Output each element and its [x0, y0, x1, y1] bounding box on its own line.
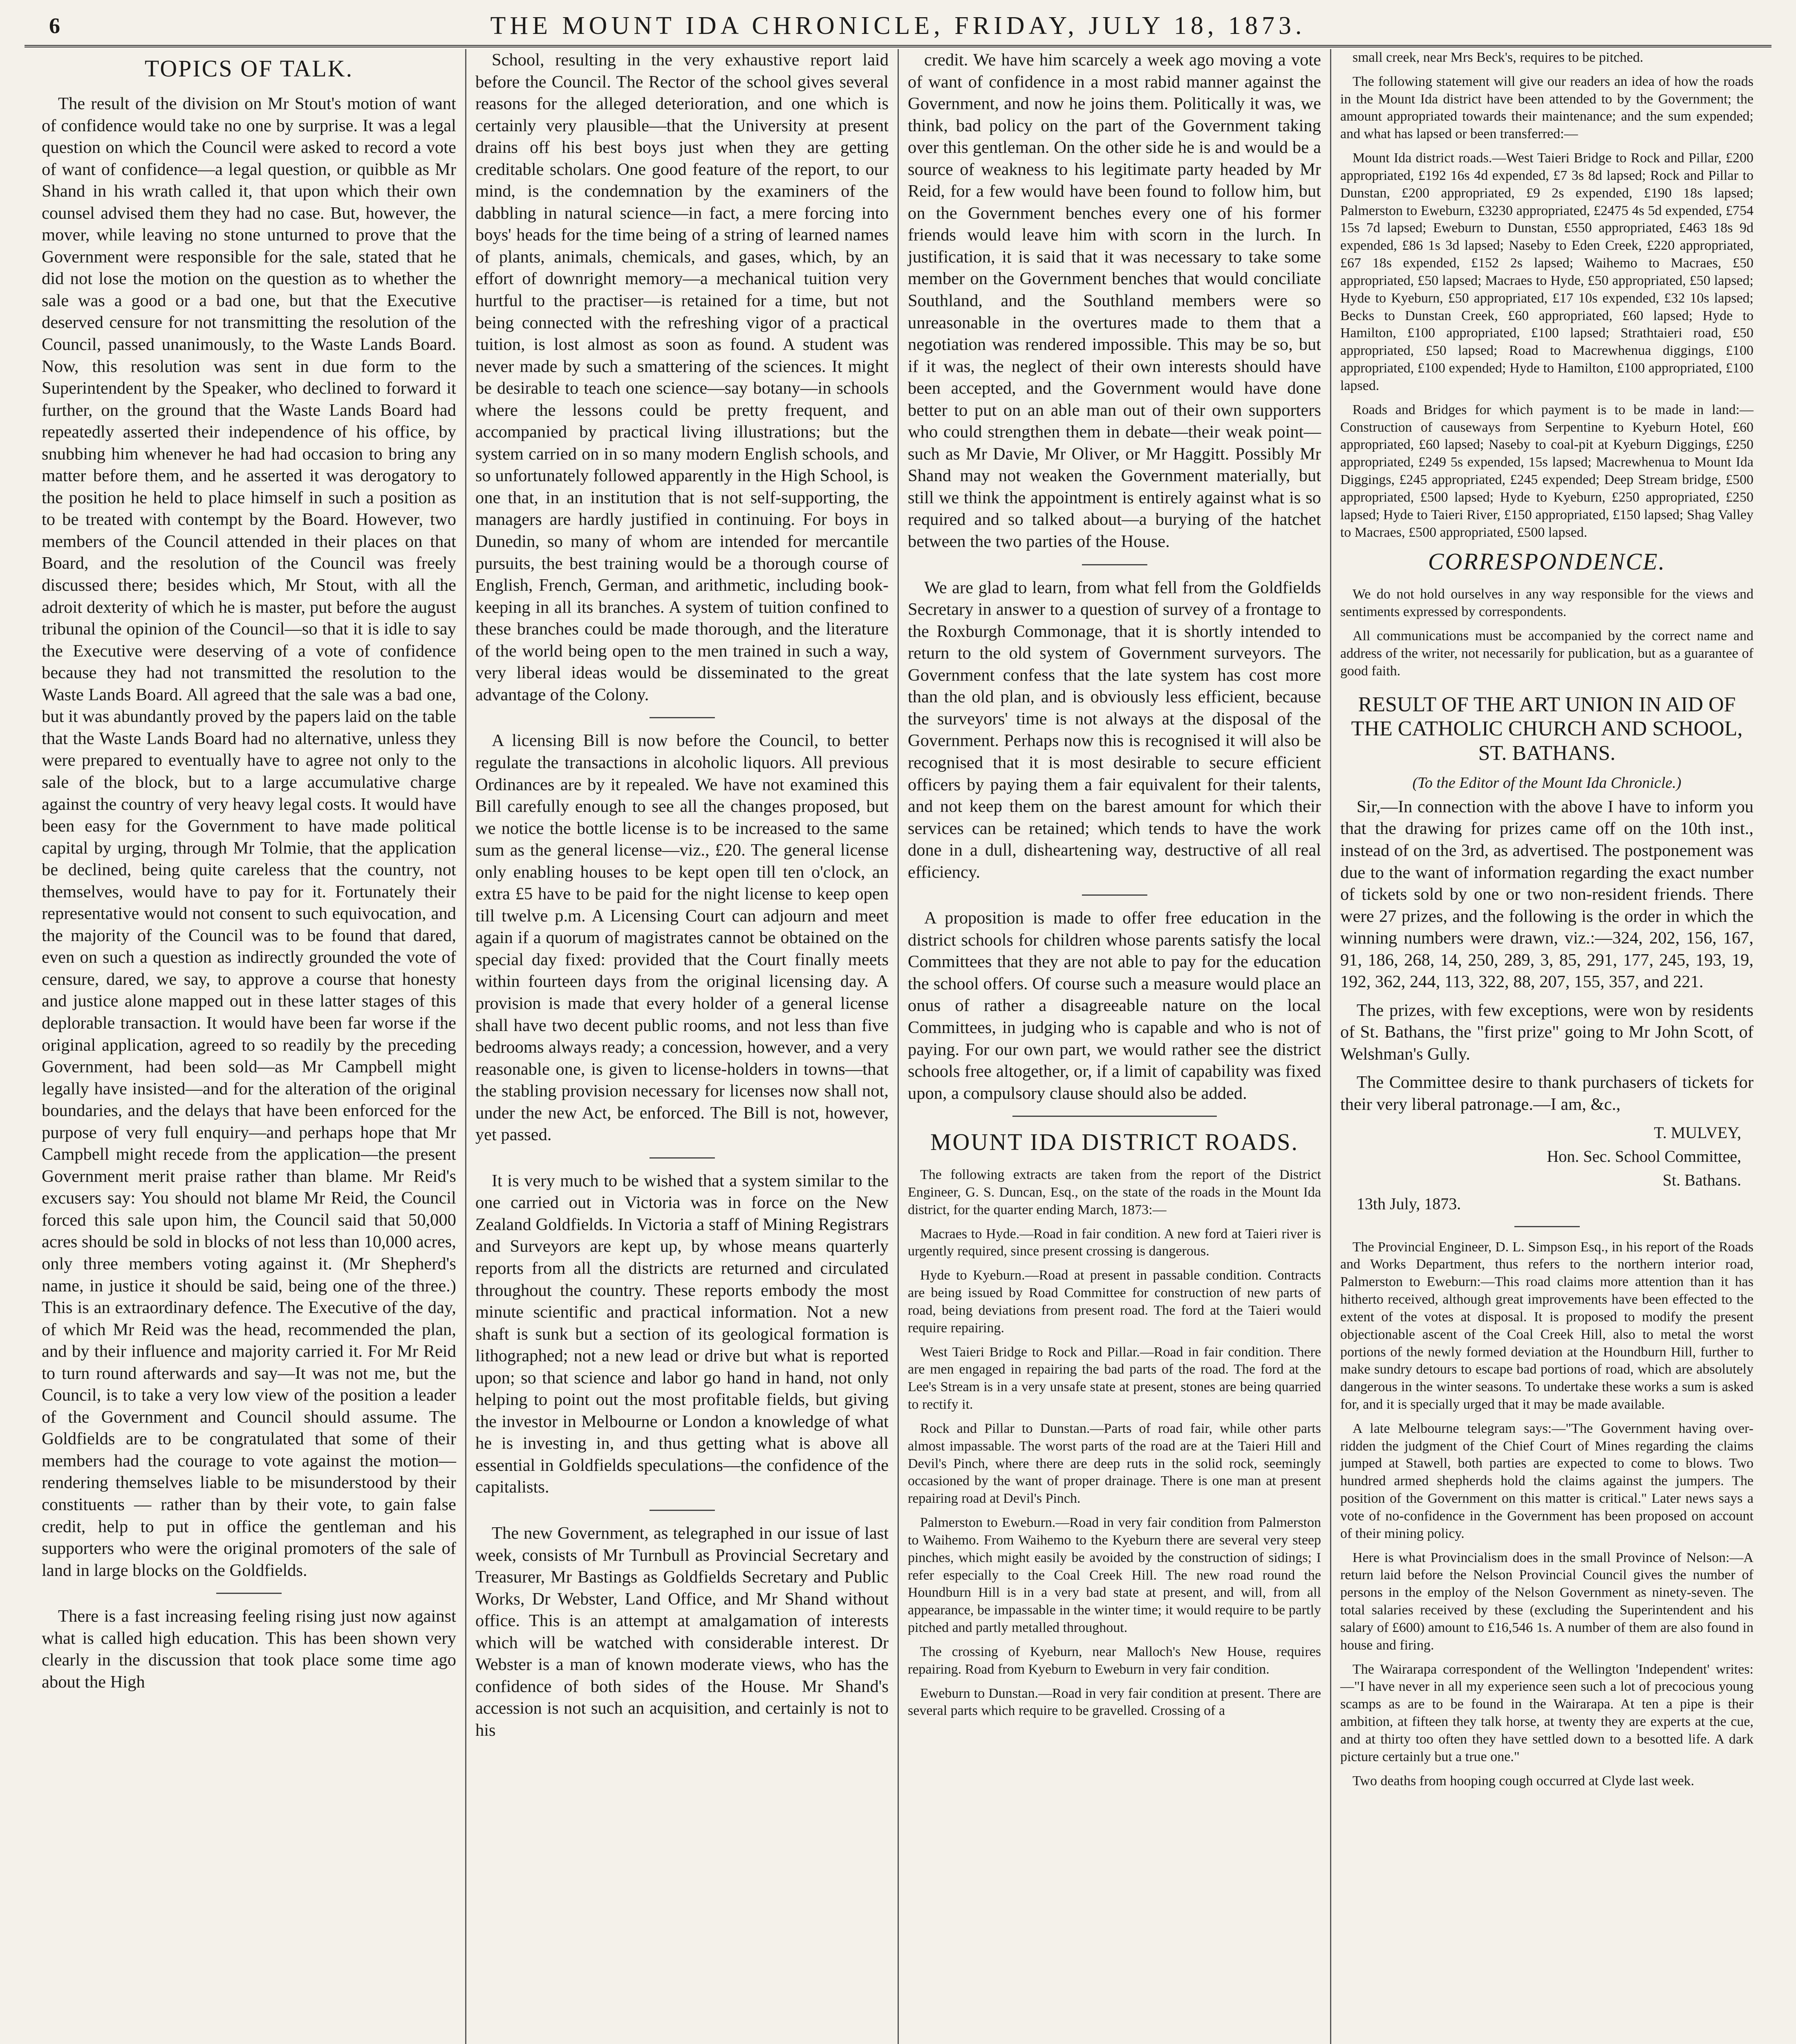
signature-place: St. Bathans. [1662, 1170, 1741, 1189]
article-paragraph: School, resulting in the very exhaustive report laid before the Council. The Rector of the school gives several reasons for the alleged deterioration, and one which is certainly very plausible—that the University at present drains off his best boys just when they are getting creditable scholars. One good feature of the report, to our mind, is the condemnation by the examiners of the dabbling in natural science—in fact, a mere forcing into boys' heads for the time being of a string of learned names of plants, animals, chemicals, and gases, which, by an effort of downright memory—a mechanical tuition very hurtful to the practiser—is retained for a time, but not being connected with the refreshing vigor of a practical tuition, is lost almost as soon as found. A student was never made by such a smattering of the sciences. It might be desirable to teach one science—say botany—in schools where the lessons could be pretty frequent, and accompanied by practical living illustrations; but the system carried on in so many modern English schools, and so unfortunately followed apparently in the High School, is one that, in an institution that is not self-supporting, the managers are hardly justified in continuing. For boys in Dunedin, so many of whom are intended for mercantile pursuits, the best training would be a thorough course of English, French, German, and arithmetic, including book-keeping in all its branches. A system of tuition confined to these branches could be made thorough, and the literature of the world being open to the men trained in such a way, very liberal ideas would be disseminated to the great advantage of the Colony. [475, 50, 889, 704]
article-paragraph: We are glad to learn, from what fell from the Goldfields Secretary in answer to a question of survey of a frontage to the Roxburgh Commonage, that it is shortly intended to return to the old system of Government surveyors. The Government confess that the late system has cost more than the old plan, and is obviously less efficient, because the surveyors' time is not always at the disposal of the Government. Perhaps now this is recognised it will also be recognised that it is most desirable to secure efficient officers by paying them a fair equivalent for their talents, and not keep them on the barest amount for which their services can be retained; which tends to have the work done in a dull, disheartening way, destructive of all real efficiency. [908, 578, 1321, 882]
letter-paragraph: The Committee desire to thank purchasers of tickets for their very liberal patronage.—I am, &c., [1340, 1073, 1753, 1114]
letter-paragraph: The prizes, with few exceptions, were won by residents of St. Bathans, the "first prize" going to Mr John Scott, of Welshman's Gully. [1340, 1000, 1753, 1064]
signature-role: Hon. Sec. School Committee, [1547, 1147, 1741, 1165]
letter-title: RESULT OF THE ART UNION IN AID OF THE CATHOLIC CHURCH AND SCHOOL, ST. BATHANS. [1351, 693, 1743, 765]
report-paragraph: West Taieri Bridge to Rock and Pillar.—Road in fair condition. There are men engaged in repairing the bad parts of the road. The ford at the Lee's Stream is in a very unsafe state at present, stones are being quarried to rectify it. [908, 1344, 1321, 1412]
report-paragraph: Roads and Bridges for which payment is to be made in land:—Construction of causeways from Serpentine to Kyeburn Hotel, £60 appropriated, £60 lapsed; Naseby to coal-pit at Kyeburn Diggings, £250 appropriated, £249 5s expended, 15s lapsed; Macrewhenua to Mount Ida Diggings, £245 appropriated, £245 expended; Deep Stream bridge, £500 appropriated, £500 lapsed; Hyde to Kyeburn, £250 appropriated, £250 lapsed; Hyde to Taieri River, £150 appropriated, £150 lapsed; Shag Valley to Macraes, £500 appropriated, £500 lapsed. [1340, 402, 1753, 540]
column-2 [465, 49, 898, 2044]
column-1 [33, 49, 465, 2044]
news-paragraph: The Provincial Engineer, D. L. Simpson Esq., in his report of the Roads and Works Department, thus refers to the northern interior road, Palmerston to Eweburn:—This road claims more attention than it has hitherto received, although great improvements have been effected to the extent of the votes at disposal. It is proposed to modify the present objectionable ascent of the Coal Creek Hill, also to metal the worst portions of the newly formed deviation at the Houndburn Hill, further to make sundry detours to escape bad portions of road, which are absolutely dangerous in the winter seasons. To undertake these works a sum is asked for, and it is specially urged that it may be made available. [1340, 1239, 1753, 1412]
column-4 [1330, 49, 1762, 2044]
divider [1082, 564, 1147, 565]
report-paragraph: Hyde to Kyeburn.—Road at present in passable condition. Contracts are being issued by Road Committee for construction of new parts of road, being deviations from present road. The ford at the Taieri would require repairing. [908, 1268, 1321, 1336]
article-paragraph: A proposition is made to offer free education in the district schools for children whose parents satisfy the local Committees that they are not able to pay for the education the school offers. Of course such a measure would place an onus of rather a disagreeable nature on the local Committees, in judging who is capable and who is not of paying. For our own part, we would rather see the district schools free altogether, or, if a limit of capability was fixed upon, a compulsory clause should also be added. [908, 908, 1321, 1103]
article-paragraph: It is very much to be wished that a system similar to the one carried out in Victoria was in force on the New Zealand Goldfields. In Victoria a staff of Mining Registrars and Surveyors are kept up, by whose means quarterly reports from all the districts are returned and circulated throughout the country. These reports embody the most minute scientific and practical information. Not a new shaft is sunk but a section of its geological formation is lithographed; not a new lead or drive but what is reported upon; so that science and labor go hand in hand, not only helping to point out the most profitable fields, but giving the investor in Melbourne or London a knowledge of what he is investing in, and thus getting what is above all essential in Goldfields speculations—the confidence of the capitalists. [475, 1171, 889, 1497]
report-paragraph: Palmerston to Eweburn.—Road in very fair condition from Palmerston to Waihemo. From Waihemo to the Kyeburn there are several very steep pinches, which might easily be avoided by the construction of sidings; I refer especially to the Coal Creek Hill. The new road round the Houndburn Hill is in a very bad state at present, and will, from all appearance, be impassable in the winter time; it would require to be partly pitched and partly metalled throughout. [908, 1515, 1321, 1636]
letter-paragraph: Sir,—In connection with the above I have to inform you that the drawing for prizes came off on the 10th inst., instead of on the 3rd, as advertised. The postponement was due to the want of information regarding the exact number of tickets sold by one or two non-resident friends. There were 27 prizes, and the following is the order in which the winning numbers were drawn, viz.:—324, 202, 156, 167, 91, 186, 268, 14, 250, 289, 3, 85, 291, 177, 245, 193, 19, 192, 362, 244, 113, 322, 88, 207, 155, 357, and 221. [1340, 797, 1753, 992]
news-paragraph: Two deaths from hooping cough occurred at Clyde last week. [1353, 1773, 1695, 1788]
masthead [25, 8, 1771, 47]
article-paragraph: credit. We have him scarcely a week ago moving a vote of want of confidence in a most rabid manner against the Government, and now he joins them. Politically it was, we think, bad policy on the part of the Government taking over this gentleman. On the other side he is and would be a source of weakness to his legitimate party headed by Mr Reid, for a few would have been found to follow him, but on the Government benches every one of his former friends would leave him with scorn in the lurch. In justification, it is said that it was necessary to take some member on the Government benches that would conciliate Southland, and the Southland members were so unreasonable in the overtures made to them that a negotiation was rendered impossible. This may be so, but if it was, the neglect of their own interests should have been accepted, and the Government would have done better to put on an able man out of their own supporters who could strengthen them in debate—their weak point—such as Mr Davie, Mr Oliver, or Mr Haggitt. Possibly Mr Shand may not weaken the Government materially, but still we think the appointment is entirely against what is so required and so talked about—a burying of the hatchet between the two parties of the House. [908, 50, 1321, 551]
divider [216, 1593, 282, 1594]
newspaper-title: THE MOUNT IDA CHRONICLE, FRIDAY, JULY 18, 1873. [490, 12, 1306, 40]
divider [1514, 1226, 1580, 1227]
report-paragraph: Mount Ida district roads.—West Taieri Bridge to Rock and Pillar, £200 appropriated, £192 16s 4d expended, £7 3s 8d lapsed; Rock and Pillar to Dunstan, £200 appropriated, £9 2s expended, £190 18s lapsed; Palmerston to Eweburn, £3230 appropriated, £2475 4s 5d expended, £754 15s 7d lapsed; Eweburn to Dunstan, £550 appropriated, £463 18s 9d expended, £86 1s 3d lapsed; Naseby to Eden Creek, £220 appropriated, £67 18s expended, £152 2s lapsed; Waihemo to Macraes, £50 appropriated, £50 lapsed; Macraes to Hyde, £50 appropriated, £50 lapsed; Hyde to Kyeburn, £50 appropriated, £17 10s expended, £32 10s lapsed; Becks to Dunstan Creek, £60 appropriated, £60 lapsed; Hyde to Hamilton, £100 appropriated, £100 lapsed; Strathtaieri road, £50 appropriated, £50 lapsed; Road to Macrewhenua diggings, £100 appropriated, £100 expended; Hyde to Hamilton, £100 appropriated, £100 lapsed. [1340, 150, 1753, 393]
article-paragraph: The new Government, as telegraphed in our issue of last week, consists of Mr Turnbull as Provincial Secretary and Treasurer, Mr Bastings as Goldfields Secretary and Public Works, Dr Webster, Land Office, and Mr Shand without office. This is an attempt at amalgamation of interests which will be watched with considerable interest. Dr Webster is a man of known moderate views, who has the confidence of both sides of the House. Mr Shand's accession is not such an acquisition, and certainly is not to his [475, 1524, 889, 1740]
columns [33, 49, 1763, 2044]
article-paragraph: The following extracts are taken from the report of the District Engineer, G. S. Duncan, Esq., on the state of the roads in the Mount Ida district, for the quarter ending March, 1873:— [908, 1167, 1321, 1217]
report-paragraph: Rock and Pillar to Dunstan.—Parts of road fair, while other parts almost impassable. The worst parts of the road are at the Taieri Hill and Devil's Pinch, where there are deep ruts in the solid rock, seemingly occasioned by the want of proper drainage. There is one man at present repairing road at Devil's Pinch. [908, 1421, 1321, 1506]
editor-line: (To the Editor of the Mount Ida Chronicle.) [1412, 774, 1682, 791]
report-paragraph: The following statement will give our readers an idea of how the roads in the Mount Ida district have been attended to by the Government; the amount appropriated towards their maintenance; and the sum expended; and what has lapsed or been transferred:— [1340, 74, 1753, 142]
report-paragraph: Eweburn to Dunstan.—Road in very fair condition at present. There are several parts which require to be gravelled. Crossing of a [908, 1685, 1321, 1719]
page-number: 6 [49, 13, 60, 38]
report-paragraph: Macraes to Hyde.—Road in fair condition. A new ford at Taieri river is urgently required, since present crossing is dangerous. [908, 1226, 1321, 1259]
section-heading-topics: TOPICS OF TALK. [144, 55, 354, 82]
divider [649, 1510, 715, 1511]
report-paragraph: small creek, near Mrs Beck's, requires to be pitched. [1353, 50, 1644, 65]
divider [1012, 1116, 1217, 1117]
news-paragraph: The Wairarapa correspondent of the Wellington 'Independent' writes:—"I have never in all my experience seen such a lot of precocious young scamps as are to be found in the Wairarapa. At ten a pipe is their ambition, at fifteen they talk horse, at twenty they are experts at the cue, and at thirty too often they have settled down to a besotted life. A dark picture certainly but a true one." [1340, 1661, 1753, 1764]
signature-date: 13th July, 1873. [1357, 1194, 1461, 1213]
news-paragraph: Here is what Provincialism does in the small Province of Nelson:—A return laid before the Nelson Provincial Council gives the number of persons in the employ of the Nelson Government as ninety-seven. The total salaries received by these (excluding the Superintendent and his salary of £600) amount to £16,546 1s. A number of them are also found in house and firing. [1340, 1550, 1753, 1653]
notice-paragraph: We do not hold ourselves in any way responsible for the views and sentiments expressed by correspondents. [1340, 587, 1753, 620]
article-paragraph: The result of the division on Mr Stout's motion of want of confidence would take no one by surprise. It was a legal question on which the Council were asked to record a vote of want of confidence—a legal question, or quibble as Mr Shand in his wrath called it, that upon which their own counsel advised them they had no case. But, however, the mover, while leaving no stone unturned to prove that the Government were responsible for the sale, stated that he did not lose the motion on the question as to whether the sale was a good or a bad one, but that the Executive deserved censure for not transmitting the resolution of the Council, passed unanimously, to the Waste Lands Board. Now, this resolution was sent in due form to the Superintendent by the Speaker, who declined to forward it further, on the ground that the Waste Lands Board had repeatedly asserted their independence of his office, by snubbing him whenever he had had occasion to bring any matter before them, and he asserted it was derogatory to the position he held to place himself in such a position as to be treated with contempt by the Board. However, two members of the Council attended in their places on that Board, and the resolution of the Council was freely discussed there; besides which, Mr Stout, with all the adroit dexterity of which he is master, put before the august tribunal the opinion of the Council—so that it is idle to say the Executive were deserving of a vote of confidence because they had not transmitted the resolution to the Waste Lands Board. All agreed that the sale was a bad one, but it was abundantly proved by the papers laid on the table that the Waste Lands Board had no alternative, unless they were prepared to eventually have to agree not only to the sale of the block, but to a large accumulative charge against the country of very heavy legal costs. It would have been easy for the Government to have made political capital by urging, through Mr Tolmie, that the application be declined, being quite careless that the country, not themselves, would have to pay for it. Fortunately their representative would not consent to such equivocation, and the majority of the Council was to be found that dared, even on such a question as indirectly grounded the vote of censure, dared, we say, to approve a course that honesty and justice alone mapped out in these latter stages of this deplorable transaction. It would have been far worse if the original application, agreed to so readily by the preceding Government, had been sold—as Mr Campbell might legally have insisted—and for the alteration of the original boundaries, and the delays that have been enforced for the purpose of very full enquiry—and perhaps hope that Mr Campbell might recede from the application—the present Government merit praise rather than blame. Mr Reid's excusers say: You should not blame Mr Reid, the Council forced this sale upon him, the Council said that 50,000 acres should be sold in blocks of not less than 10,000 acres, only three members voting against it. (Mr Shepherd's name, in justice it should be said, being one of the three.) This is an extraordinary defence. The Executive of the day, of which Mr Reid was the head, recommended the plan, and by their influence and majority carried it. For Mr Reid to turn round afterwards and say—It was not me, but the Council, is to take a very low view of the position a leader of the Government and Council should assume. The Goldfields are to be congratulated that some of their members had the courage to vote against the motion—rendering themselves liable to be misunderstood by their constituents — rather than by their vote, to gain false credit, help to put in office the gentleman and his supporters who were the original promoters of the sale of land in large blocks on the Goldfields. [42, 94, 456, 1580]
report-paragraph: The crossing of Kyeburn, near Malloch's New House, requires repairing. Road from Kyeburn to Eweburn in very fair condition. [908, 1644, 1321, 1677]
signature-name: T. MULVEY, [1654, 1123, 1741, 1142]
section-heading-roads: MOUNT IDA DISTRICT ROADS. [930, 1129, 1299, 1156]
divider [1082, 894, 1147, 896]
divider [649, 717, 715, 718]
notice-paragraph: All communications must be accompanied by the correct name and address of the writer, not necessarily for publication, but as a guarantee of good faith. [1340, 628, 1753, 679]
article-paragraph: A licensing Bill is now before the Council, to better regulate the transactions in alcoholic liquors. All previous Ordinances are by it repealed. We have not examined this Bill carefully enough to see all the changes proposed, but we notice the bottle license is to be increased to the same sum as the general license—viz., £20. The general license only enabling houses to be kept open till ten o'clock, an extra £5 have to be paid for the night license to keep open till twelve p.m. A Licensing Court can adjourn and meet again if a quorum of magistrates cannot be obtained on the special day fixed: provided that the Court finally meets within fourteen days from the original licensing day. A provision is made that every holder of a general license shall have two decent public rooms, and not less than five bedrooms always ready; a concession, however, and a very reasonable one, is given to license-holders in towns—that the stabling provision necessary for licenses now shall not, under the new Act, be enforced. The Bill is not, however, yet passed. [475, 731, 889, 1145]
article-paragraph: There is a fast increasing feeling rising just now against what is called high education. This has been shown very clearly in the discussion that took place some time ago about the High [42, 1607, 456, 1692]
column-3 [898, 49, 1330, 2044]
section-heading-correspondence: CORRESPONDENCE. [1428, 548, 1666, 575]
news-paragraph: A late Melbourne telegram says:—"The Government having over-ridden the judgment of the Chief Court of Mines regarding the claims jumped at Stawell, both parties are expected to come to blows. Two hundred armed shepherds hold the claims against the jumpers. The position of the Government on this matter is critical." Later news says a vote of no-confidence in the Government has been proposed on account of their mining policy. [1340, 1421, 1753, 1541]
divider [649, 1157, 715, 1159]
